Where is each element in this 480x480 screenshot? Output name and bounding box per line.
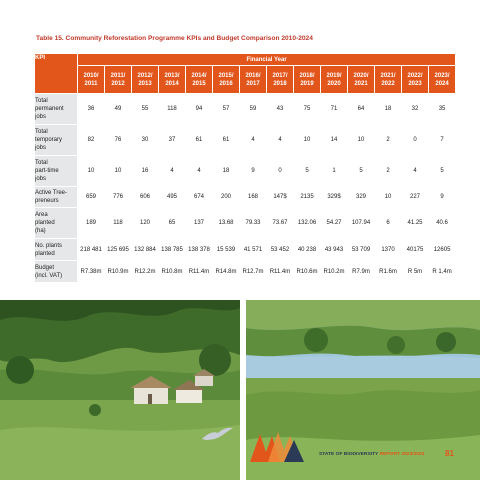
table-cell: 64 xyxy=(348,94,375,125)
table-cell: 10 xyxy=(348,125,375,156)
table-cell: 61 xyxy=(186,125,213,156)
table-row xyxy=(35,187,456,208)
table-cell: 495 xyxy=(159,187,186,208)
table-cell: 9 xyxy=(240,156,267,187)
table-cell: 138 785 xyxy=(159,239,186,261)
table-cell: R10.6m xyxy=(294,261,321,283)
year-header: 2013/ 2014 xyxy=(159,66,186,94)
table-cell: 606 xyxy=(132,187,159,208)
year-header: 2018/ 2019 xyxy=(294,66,321,94)
table-cell: 120 xyxy=(132,208,159,239)
year-header: 2023/ 2024 xyxy=(429,66,456,94)
village-hillside-photo xyxy=(0,300,240,480)
table-cell: 53 452 xyxy=(267,239,294,261)
table-cell: 4 xyxy=(267,125,294,156)
table-cell: 13.68 xyxy=(213,208,240,239)
table-cell: 65 xyxy=(159,208,186,239)
kpi-header: KPI xyxy=(35,54,78,94)
table-cell: 1 xyxy=(321,156,348,187)
table-cell: 82 xyxy=(78,125,105,156)
table-cell: 125 695 xyxy=(105,239,132,261)
kpi-table xyxy=(34,53,456,283)
table-cell: 36 xyxy=(78,94,105,125)
table-cell: 18 xyxy=(375,94,402,125)
bird-silhouette-icon xyxy=(200,425,234,450)
financial-year-header: Financial Year xyxy=(78,54,456,66)
table-cell: 659 xyxy=(78,187,105,208)
table-cell: 43 943 xyxy=(321,239,348,261)
table-row xyxy=(35,125,456,156)
table-cell: R11.4m xyxy=(186,261,213,283)
table-cell: 73.67 xyxy=(267,208,294,239)
year-header: 2015/ 2016 xyxy=(213,66,240,94)
table-cell: 4 xyxy=(186,156,213,187)
table-cell: 137 xyxy=(186,208,213,239)
table-cell: 218 481 xyxy=(78,239,105,261)
year-header: 2020/ 2021 xyxy=(348,66,375,94)
year-header: 2012/ 2013 xyxy=(132,66,159,94)
table-cell: R7.38m xyxy=(78,261,105,283)
table-cell: 5 xyxy=(348,156,375,187)
row-label: No. plants planted xyxy=(35,239,78,261)
table-cell: R11.4m xyxy=(267,261,294,283)
table-cell: 57 xyxy=(213,94,240,125)
table-cell: 10 xyxy=(375,187,402,208)
table-cell: 35 xyxy=(429,94,456,125)
table-cell: 30 xyxy=(132,125,159,156)
table-cell: 1370 xyxy=(375,239,402,261)
table-cell: 118 xyxy=(105,208,132,239)
table-cell: R 5m xyxy=(402,261,429,283)
table-row xyxy=(35,239,456,261)
table-cell: 71 xyxy=(321,94,348,125)
table-cell: 10 xyxy=(78,156,105,187)
row-label: Active Tree- preneurs xyxy=(35,187,78,208)
mountains-logo-icon xyxy=(250,430,306,467)
table-cell: R12.7m xyxy=(240,261,267,283)
table-cell: 329$ xyxy=(321,187,348,208)
row-label: Area planted (ha) xyxy=(35,208,78,239)
table-cell: 674 xyxy=(186,187,213,208)
table-cell: R1.6m xyxy=(375,261,402,283)
table-cell: 776 xyxy=(105,187,132,208)
table-cell: R14.8m xyxy=(213,261,240,283)
table-cell: 40 238 xyxy=(294,239,321,261)
year-header: 2019/ 2020 xyxy=(321,66,348,94)
table-cell: 138 378 xyxy=(186,239,213,261)
year-header-row xyxy=(35,66,456,94)
table-cell: 43 xyxy=(267,94,294,125)
table-cell: 14 xyxy=(321,125,348,156)
table-cell: 4 xyxy=(402,156,429,187)
table-row xyxy=(35,261,456,283)
table-cell: 15 539 xyxy=(213,239,240,261)
table-caption: Table 15. Community Reforestation Programme KPIs and Budget Comparison 2010-2024 xyxy=(36,35,313,42)
table-cell: 61 xyxy=(213,125,240,156)
table-cell: 55 xyxy=(132,94,159,125)
table-cell: 4 xyxy=(240,125,267,156)
table-cell: R10.8m xyxy=(159,261,186,283)
table-cell: 2 xyxy=(375,156,402,187)
year-header: 2022/ 2023 xyxy=(402,66,429,94)
table-cell: 0 xyxy=(402,125,429,156)
table-cell: 40.6 xyxy=(429,208,456,239)
table-cell: 41.25 xyxy=(402,208,429,239)
table-cell: R 1,4m xyxy=(429,261,456,283)
table-cell: 5 xyxy=(294,156,321,187)
row-label: Total permanent jobs xyxy=(35,94,78,125)
table-cell: 118 xyxy=(159,94,186,125)
table-cell: 79.33 xyxy=(240,208,267,239)
table-cell: 200 xyxy=(213,187,240,208)
year-header: 2010/ 2011 xyxy=(78,66,105,94)
table-cell: 94 xyxy=(186,94,213,125)
table-cell: 16 xyxy=(132,156,159,187)
table-row xyxy=(35,156,456,187)
table-row xyxy=(35,94,456,125)
table-cell: 53 709 xyxy=(348,239,375,261)
table-cell: 10 xyxy=(294,125,321,156)
row-label: Total temporary jobs xyxy=(35,125,78,156)
table-cell: 75 xyxy=(294,94,321,125)
table-cell: R10.2m xyxy=(321,261,348,283)
table-cell: 2135 xyxy=(294,187,321,208)
table-cell: 6 xyxy=(375,208,402,239)
table-cell: R7.9m xyxy=(348,261,375,283)
table-cell: 76 xyxy=(105,125,132,156)
table-cell: 37 xyxy=(159,125,186,156)
table-cell: 227 xyxy=(402,187,429,208)
table-cell: 7 xyxy=(429,125,456,156)
table-cell: 18 xyxy=(213,156,240,187)
report-title: STATE OF BIODIVERSITY REPORT 2023/2024 xyxy=(319,452,425,457)
table-cell: 54.27 xyxy=(321,208,348,239)
table-cell: 41 571 xyxy=(240,239,267,261)
table-cell: 32 xyxy=(402,94,429,125)
row-label: Total part-time jobs xyxy=(35,156,78,187)
table-cell: 168 xyxy=(240,187,267,208)
year-header: 2017/ 2018 xyxy=(267,66,294,94)
table-cell: 59 xyxy=(240,94,267,125)
table-cell: 189 xyxy=(78,208,105,239)
table-cell: 147$ xyxy=(267,187,294,208)
table-cell: 132.06 xyxy=(294,208,321,239)
table-cell: 40175 xyxy=(402,239,429,261)
table-cell: 132 884 xyxy=(132,239,159,261)
year-header: 2016/ 2017 xyxy=(240,66,267,94)
table-cell: R12.2m xyxy=(132,261,159,283)
table-cell: 2 xyxy=(375,125,402,156)
year-header: 2021/ 2022 xyxy=(375,66,402,94)
table-cell: 107.94 xyxy=(348,208,375,239)
table-cell: 49 xyxy=(105,94,132,125)
row-label: Budget (incl. VAT) xyxy=(35,261,78,283)
table-row xyxy=(35,208,456,239)
page-number: 81 xyxy=(445,449,454,458)
table-cell: 4 xyxy=(159,156,186,187)
year-header: 2011/ 2012 xyxy=(105,66,132,94)
table-cell: 329 xyxy=(348,187,375,208)
table-cell: R10.9m xyxy=(105,261,132,283)
table-cell: 5 xyxy=(429,156,456,187)
table-cell: 12605 xyxy=(429,239,456,261)
year-header: 2014/ 2015 xyxy=(186,66,213,94)
table-cell: 9 xyxy=(429,187,456,208)
table-cell: 0 xyxy=(267,156,294,187)
table-cell: 10 xyxy=(105,156,132,187)
